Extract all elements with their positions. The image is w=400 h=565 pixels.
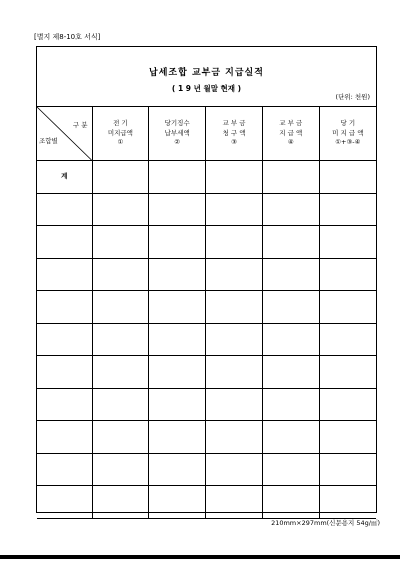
table-cell[interactable]	[149, 453, 206, 486]
table-row	[37, 258, 376, 291]
union-name-cell[interactable]	[37, 193, 92, 226]
col-header-mark: ①+③-④	[335, 138, 361, 147]
table-cell[interactable]	[92, 323, 149, 356]
table-row	[37, 193, 376, 226]
union-name-cell[interactable]	[37, 453, 92, 486]
table-cell[interactable]	[319, 291, 376, 324]
col-header-line: 당 기	[340, 119, 356, 128]
table-cell[interactable]	[92, 226, 149, 259]
table-cell[interactable]	[319, 258, 376, 291]
union-name-cell[interactable]	[37, 291, 92, 324]
table-cell[interactable]	[319, 193, 376, 226]
col-header-mark: ④	[287, 138, 294, 147]
table-row	[37, 291, 376, 324]
report-table	[37, 106, 376, 519]
table-cell[interactable]	[262, 161, 319, 194]
table-cell[interactable]	[92, 356, 149, 389]
table-cell[interactable]	[319, 486, 376, 519]
total-row	[37, 161, 376, 194]
table-cell[interactable]	[149, 226, 206, 259]
table-cell[interactable]	[92, 453, 149, 486]
col-header-mark: ①	[117, 138, 124, 147]
table-cell[interactable]	[149, 161, 206, 194]
table-cell[interactable]	[262, 258, 319, 291]
table-row	[37, 356, 376, 389]
report-table-wrap	[37, 106, 376, 519]
col-header-tax-collected	[149, 107, 206, 161]
table-cell[interactable]	[262, 291, 319, 324]
table-cell[interactable]	[92, 486, 149, 519]
table-cell[interactable]	[206, 193, 263, 226]
bottom-rule	[0, 555, 400, 559]
table-row	[37, 486, 376, 519]
table-row	[37, 226, 376, 259]
table-cell[interactable]	[206, 453, 263, 486]
table-cell[interactable]	[149, 258, 206, 291]
col-header-line: 미지급액	[107, 128, 133, 137]
table-cell[interactable]	[262, 388, 319, 421]
union-name-cell[interactable]	[37, 323, 92, 356]
table-cell[interactable]	[206, 356, 263, 389]
col-header-line: 전 기	[113, 119, 128, 128]
table-cell[interactable]	[262, 193, 319, 226]
date-line: ( 1 9 년 월말 현재 )	[171, 84, 242, 93]
col-header-line: 교 부 금	[279, 119, 303, 128]
table-cell[interactable]	[92, 421, 149, 454]
table-cell[interactable]	[92, 291, 149, 324]
col-header-current-unpaid	[319, 107, 376, 161]
header-row	[37, 107, 376, 161]
union-name-cell[interactable]	[37, 388, 92, 421]
table-cell[interactable]	[206, 291, 263, 324]
table-cell[interactable]	[262, 323, 319, 356]
table-row	[37, 453, 376, 486]
table-cell[interactable]	[149, 486, 206, 519]
corner-bottom-label: 조합별	[39, 136, 58, 145]
table-cell[interactable]	[319, 161, 376, 194]
table-cell[interactable]	[206, 161, 263, 194]
col-header-mark: ②	[174, 138, 181, 147]
col-header-grant-requested	[206, 107, 263, 161]
union-name-cell[interactable]	[37, 486, 92, 519]
col-header-line: 지 급 액	[279, 128, 303, 137]
table-cell[interactable]	[206, 421, 263, 454]
unit-label: (단위: 천원)	[335, 93, 370, 101]
table-body	[37, 161, 376, 519]
col-header-line: 납부세액	[164, 128, 190, 137]
table-cell[interactable]	[206, 226, 263, 259]
table-cell[interactable]	[262, 453, 319, 486]
col-header-line: 당기징수	[164, 119, 190, 128]
union-name-cell[interactable]	[37, 226, 92, 259]
col-header-prev-unpaid	[92, 107, 149, 161]
table-cell[interactable]	[149, 291, 206, 324]
table-cell[interactable]	[92, 258, 149, 291]
table-cell[interactable]	[319, 323, 376, 356]
table-cell[interactable]	[149, 421, 206, 454]
col-header-line: 교 부 금	[222, 119, 246, 128]
table-cell[interactable]	[262, 486, 319, 519]
union-name-cell[interactable]	[37, 421, 92, 454]
table-cell[interactable]	[262, 421, 319, 454]
col-header-line: 미 지 급 액	[332, 128, 364, 137]
table-cell[interactable]	[262, 356, 319, 389]
corner-header-cell	[37, 107, 92, 161]
table-cell[interactable]	[206, 258, 263, 291]
table-cell[interactable]	[206, 486, 263, 519]
col-header-line: 청 구 액	[222, 128, 246, 137]
table-cell[interactable]	[206, 323, 263, 356]
table-cell[interactable]	[149, 356, 206, 389]
table-cell[interactable]	[149, 388, 206, 421]
table-cell[interactable]	[319, 226, 376, 259]
table-cell[interactable]	[319, 356, 376, 389]
table-cell[interactable]	[149, 323, 206, 356]
table-cell[interactable]	[149, 193, 206, 226]
diagonal-line	[37, 107, 92, 160]
form-number: [별지 제8-10호 서식]	[34, 33, 101, 41]
paper-spec-footer: 210mm×297mm(신문용지 54g/㎡)	[271, 519, 380, 527]
table-cell[interactable]	[319, 388, 376, 421]
table-cell[interactable]	[92, 161, 149, 194]
table-row	[37, 421, 376, 454]
table-cell[interactable]	[319, 421, 376, 454]
table-cell[interactable]	[92, 193, 149, 226]
table-cell[interactable]	[319, 453, 376, 486]
total-label: 계	[37, 161, 92, 194]
table-cell[interactable]	[206, 388, 263, 421]
union-name-cell[interactable]	[37, 356, 92, 389]
col-header-grant-paid	[262, 107, 319, 161]
table-row	[37, 323, 376, 356]
table-cell[interactable]	[262, 226, 319, 259]
table-row	[37, 388, 376, 421]
form-frame	[36, 46, 377, 513]
table-cell[interactable]	[92, 388, 149, 421]
corner-top-label: 구 분	[72, 121, 88, 129]
col-header-mark: ③	[231, 138, 237, 147]
form-title: 납세조합 교부금 지급실적	[149, 68, 264, 78]
union-name-cell[interactable]	[37, 258, 92, 291]
